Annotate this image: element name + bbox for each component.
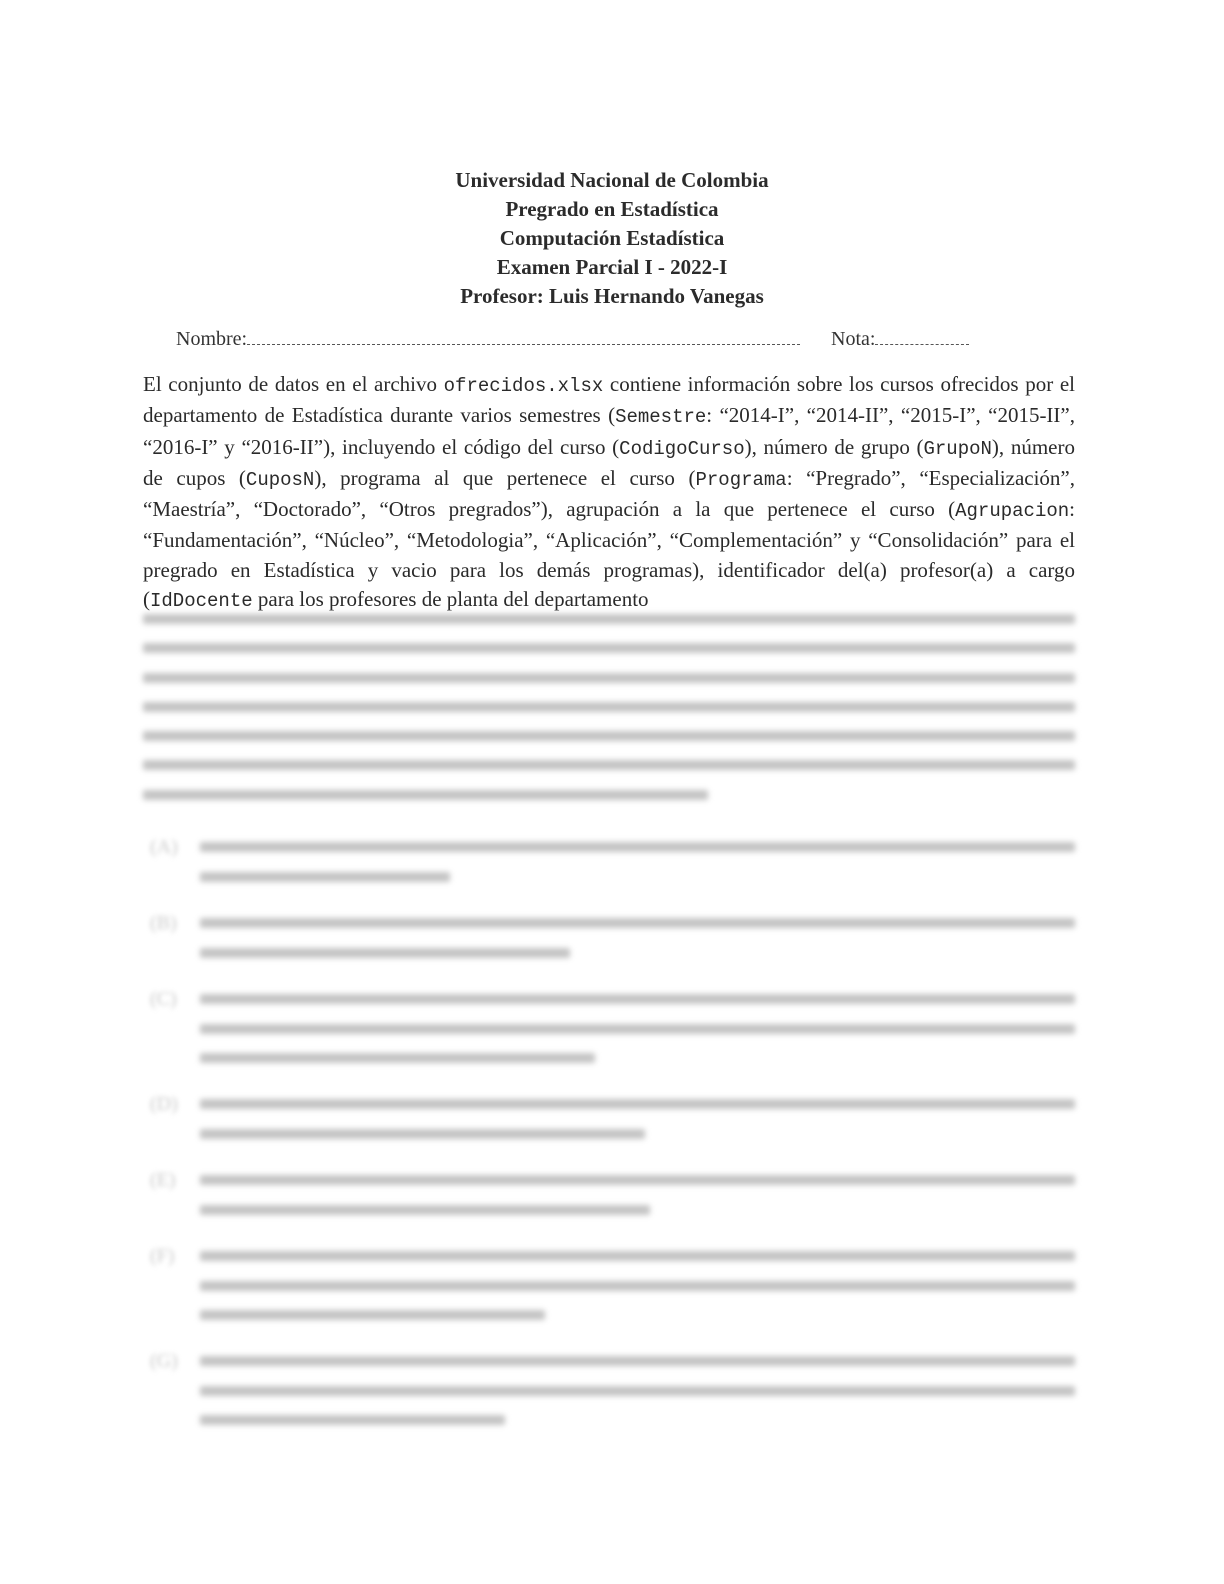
blurred-line [143,731,1075,741]
intro-text: : “2014-I”, “2014-II”, “2015-I”, “2015-II”, “2016-I” y “2016-II”), incluyendo el código del curso ( [143,403,1075,459]
file-name: ofrecidos.xlsx [443,375,604,397]
blurred-line [143,643,1075,653]
intro-text: para los profesores de planta del departamento [252,587,649,612]
variable-cuposn: CuposN [245,468,315,491]
course-name: Computación Estadística [499,226,725,250]
nota-blank-line [875,326,969,345]
nombre-label: Nombre: [176,328,248,350]
program-name: Pregrado en Estadística [505,197,719,221]
blurred-line [143,673,1075,683]
professor-name: Profesor: Luis Hernando Vanegas [460,284,764,308]
question-label: (E) [150,1169,176,1191]
blurred-line [143,614,1075,624]
variable-programa: Programa [695,468,787,491]
nombre-field[interactable] [176,326,800,351]
university-name: Universidad Nacional de Colombia [455,168,769,192]
intro-text: ), número de grupo ( [744,434,924,459]
variable-agrupacion: Agrupacion [955,500,1070,523]
question-label: (G) [150,1350,178,1372]
variable-grupon: GrupoN [923,437,992,460]
nota-label: Nota: [831,328,876,350]
nombre-blank-line [247,326,800,345]
intro-text: : “Fundamentación”, “Núcleo”, “Metodologia”, “Aplicación”, “Complementación” y “Consolidación” para el pregrado en Estadística y vacio para los demás programas), identificador del(a) profesor(a) a cargo ( [143,497,1075,612]
question-label: (A) [150,836,178,858]
variable-semestre: Semestre [615,406,707,429]
question-label: (D) [150,1093,178,1115]
variable-codigocurso: CodigoCurso [619,437,745,460]
question-label: (B) [150,912,177,934]
intro-text: El conjunto de datos en el archivo [143,372,444,396]
intro-text: ), programa al que pertenece el curso ( [314,465,696,490]
intro-text: ), número de cupos ( [143,434,1075,490]
exam-header [0,166,1224,311]
variable-iddocente: IdDocente [150,590,253,613]
exam-title: Examen Parcial I - 2022-I [496,255,728,279]
intro-text: contiene información sobre los cursos ofrecidos por el departamento de Estadística durante varios semestres ( [143,372,1075,428]
blurred-line [143,702,1075,712]
nota-field[interactable] [831,326,969,351]
question-label: (F) [150,1245,175,1267]
blurred-paragraph-continuation [143,614,1075,819]
blurred-line [143,790,708,800]
intro-text: : “Pregrado”, “Especialización”, “Maestría”, “Doctorado”, “Otros pregrados”), agrupación a la que pertenece el curso ( [143,465,1076,522]
student-fields [176,326,996,354]
blurred-line [143,760,1075,770]
intro-paragraph [143,370,1075,616]
question-label: (C) [150,988,177,1010]
